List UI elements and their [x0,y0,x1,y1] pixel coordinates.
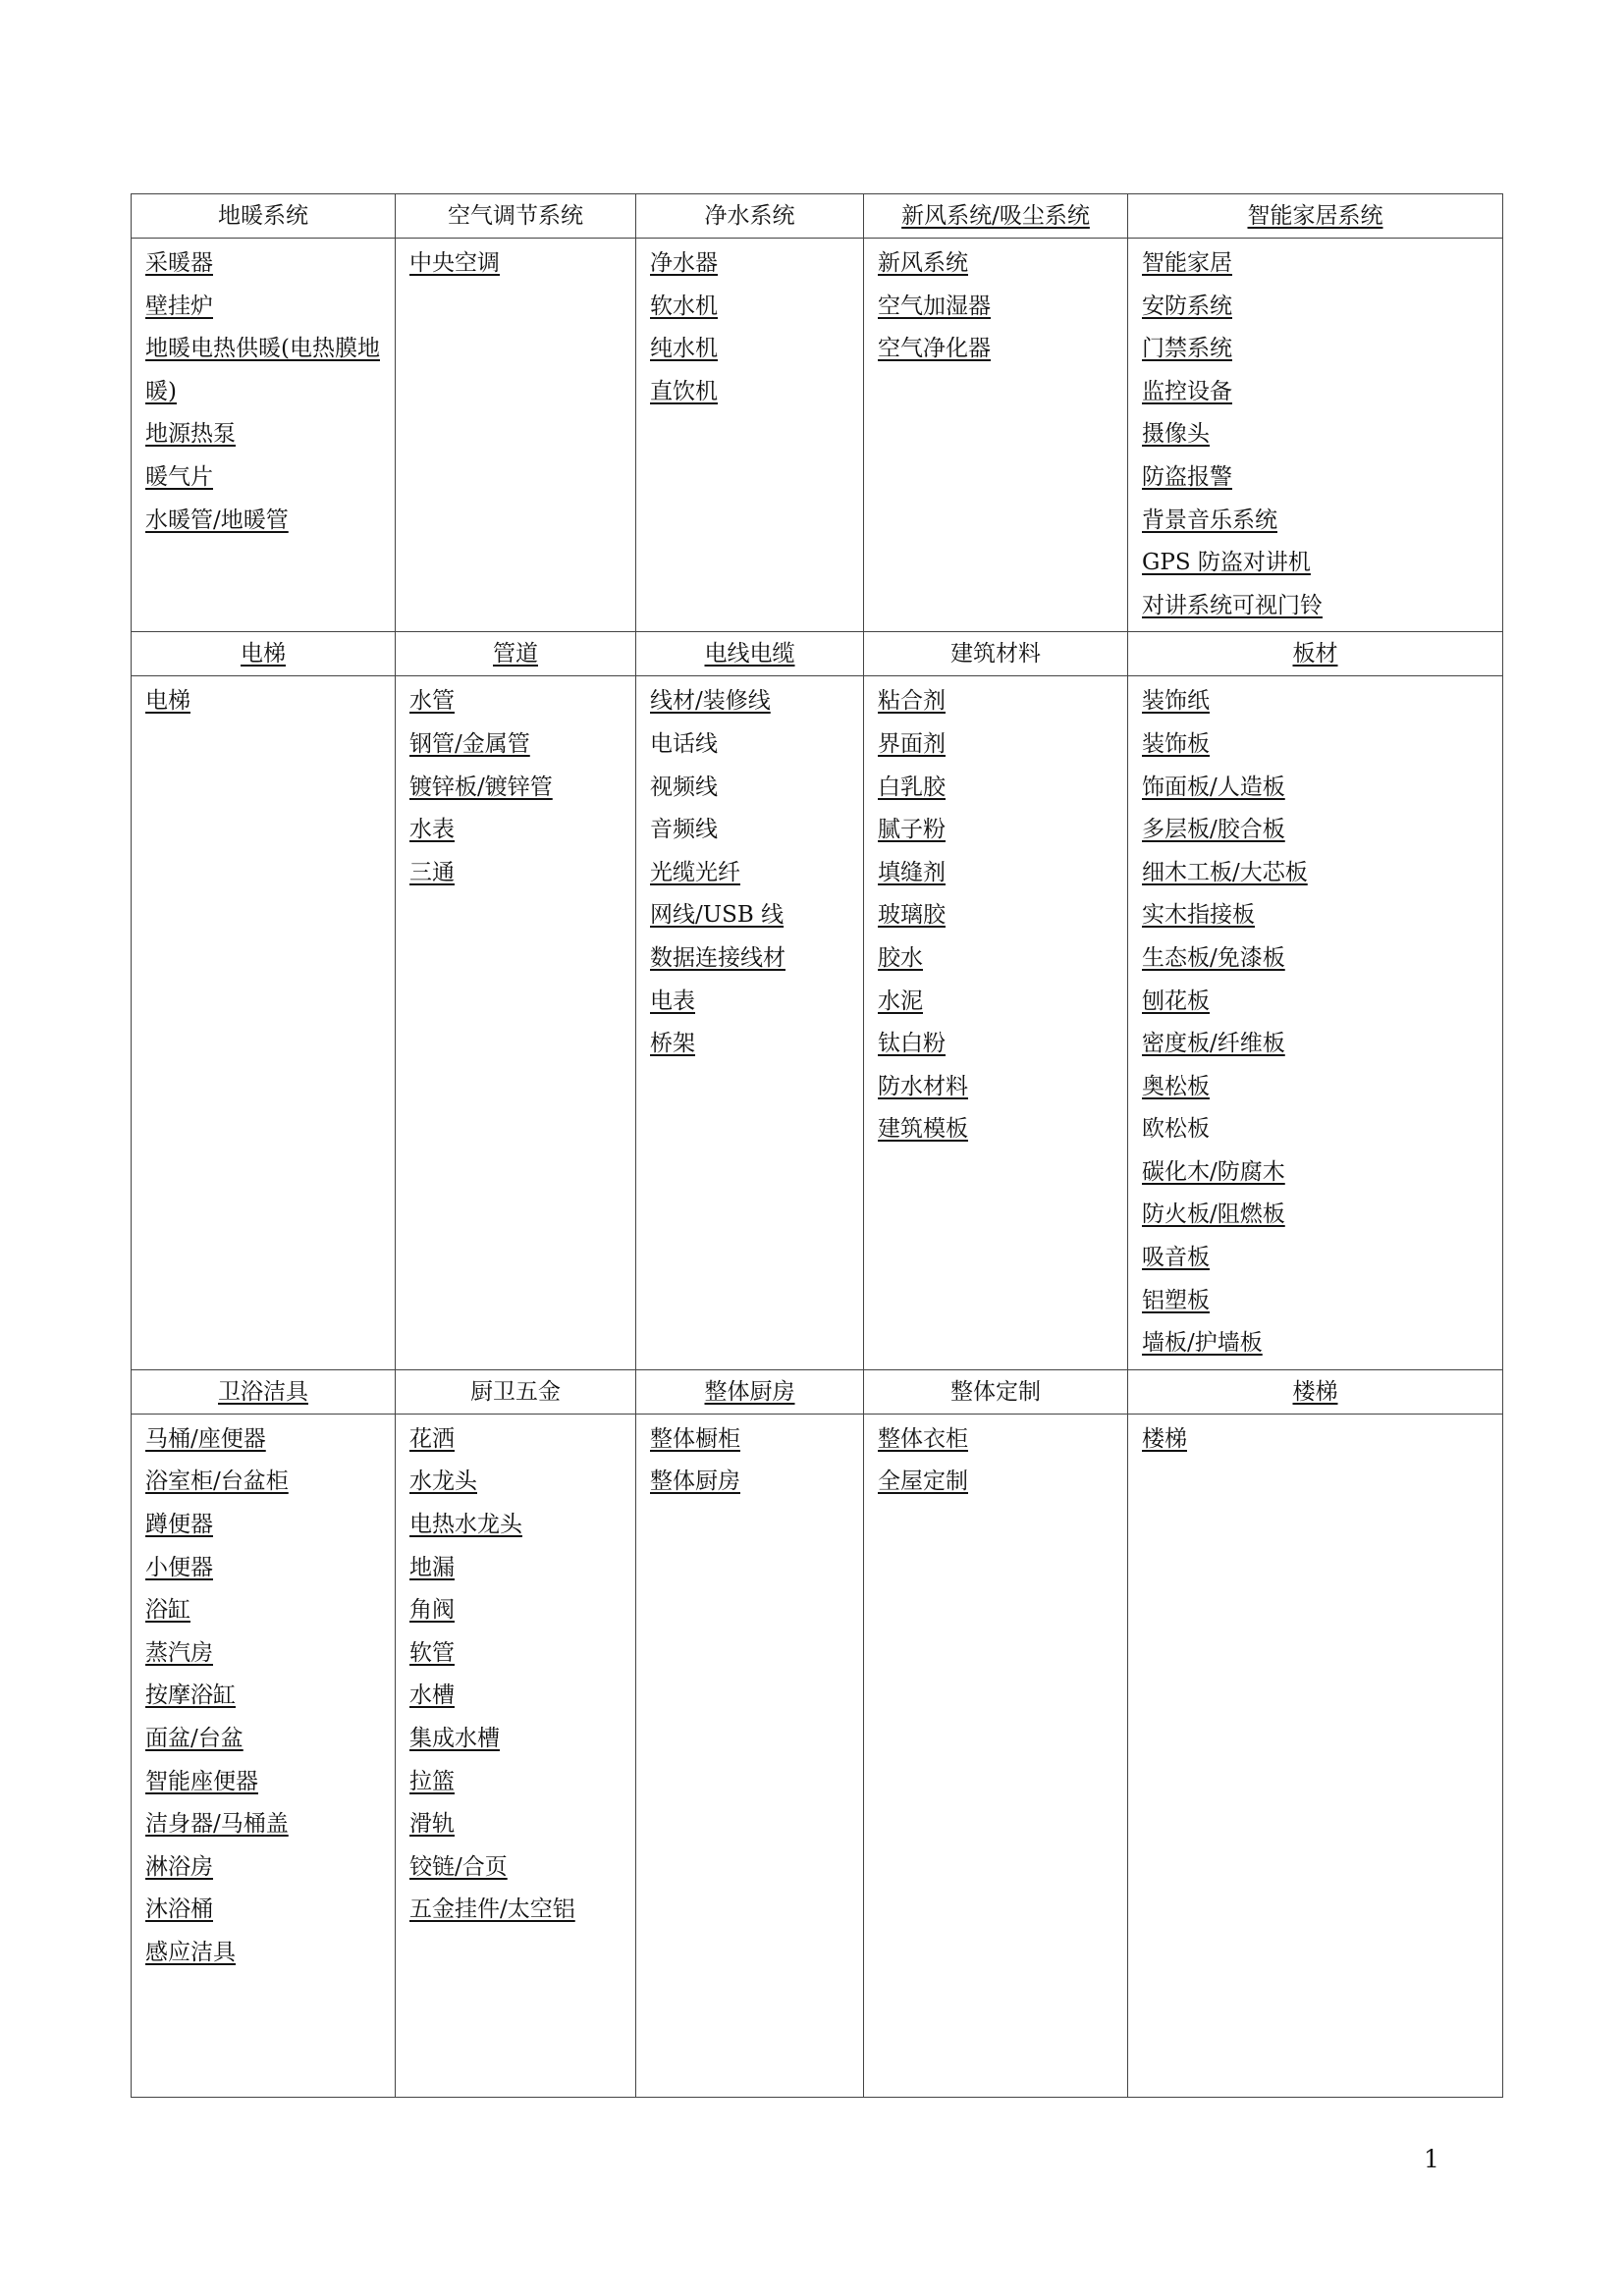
item-list [864,239,1128,632]
item-link[interactable]: 角阀 [409,1597,455,1624]
item-link[interactable]: 软管 [409,1639,455,1666]
item-link[interactable]: 小便器 [145,1554,213,1580]
item-link[interactable]: 五金挂件/太空铝 [409,1896,575,1923]
item-link[interactable]: 地源热泵 [145,421,236,448]
column-header [864,632,1128,676]
item-link[interactable]: 马桶/座便器 [145,1425,266,1452]
item-link[interactable]: 壁挂炉 [145,293,213,319]
item-link[interactable]: 纯水机 [650,336,718,362]
item-link[interactable]: 拉篮 [409,1768,455,1794]
item-link[interactable]: 电热水龙头 [409,1512,522,1538]
item-link[interactable]: 中央空调 [409,250,500,276]
item-link[interactable]: 洁身器/马桶盖 [145,1811,289,1838]
item-list [396,676,636,1370]
item-link[interactable]: 按摩浴缸 [145,1682,236,1709]
item-link[interactable]: 墙板/护墙板 [1142,1330,1263,1357]
item-link[interactable]: 电表 [650,988,695,1014]
column-header [636,632,864,676]
item-link[interactable]: 生态板/免漆板 [1142,944,1285,971]
item-link[interactable]: 采暖器 [145,250,213,276]
category-header: 建筑材料 [950,641,1041,667]
item-link[interactable]: 安防系统 [1142,293,1232,319]
column-header [132,1369,396,1414]
item-link[interactable]: 花洒 [409,1425,455,1452]
item-link[interactable]: 粘合剂 [878,688,946,715]
header-row [132,194,1503,239]
category-table-body [132,194,1503,2098]
item-link[interactable]: 白乳胶 [878,774,946,800]
item-list [864,1414,1128,2097]
item-link[interactable]: 钢管/金属管 [409,730,530,757]
item-link[interactable]: 电梯 [145,688,190,715]
item-list [636,1414,864,2097]
item-link[interactable]: 多层板/胶合板 [1142,817,1285,843]
item-link[interactable]: 水龙头 [409,1468,477,1495]
item-list [132,1414,396,2097]
item-link[interactable]: 铝塑板 [1142,1287,1210,1313]
column-header [864,1369,1128,1414]
item-text: 音频线 [650,817,718,843]
item-link[interactable]: 滑轨 [409,1811,455,1838]
item-link[interactable]: 光缆光纤 [650,859,740,885]
item-link[interactable]: 新风系统 [878,250,968,276]
item-list [864,676,1128,1370]
item-link[interactable]: GPS 防盗对讲机 [1142,550,1311,576]
items-row [132,676,1503,1370]
column-header [396,1369,636,1414]
item-link[interactable]: 整体厨房 [650,1468,740,1495]
item-link[interactable]: 三通 [409,859,455,885]
item-link[interactable]: 摄像头 [1142,421,1210,448]
item-link[interactable]: 桥架 [650,1031,695,1057]
item-list [636,676,864,1370]
item-link[interactable]: 感应洁具 [145,1939,236,1965]
item-list [396,239,636,632]
column-header [132,194,396,239]
item-link[interactable]: 水暖管/地暖管 [145,507,289,533]
item-text: 视频线 [650,774,718,800]
item-link[interactable]: 楼梯 [1142,1425,1187,1452]
page-number: 1 [1424,2145,1439,2173]
item-link[interactable]: 智能家居 [1142,250,1232,276]
column-header [1128,1369,1503,1414]
item-link[interactable]: 浴缸 [145,1597,190,1624]
column-header [864,194,1128,239]
column-header [396,194,636,239]
item-link[interactable]: 全屋定制 [878,1468,968,1495]
item-link[interactable]: 面盆/台盆 [145,1726,244,1751]
item-link[interactable]: 防盗报警 [1142,463,1232,490]
item-link[interactable]: 直饮机 [650,378,718,404]
category-header: 空气调节系统 [448,203,583,229]
item-link[interactable]: 蒸汽房 [145,1639,213,1666]
item-link[interactable]: 填缝剂 [878,859,946,885]
category-header: 厨卫五金 [470,1378,561,1405]
item-link[interactable]: 蹲便器 [145,1512,213,1538]
item-list [1128,676,1503,1370]
header-row [132,1369,1503,1414]
item-link[interactable]: 暖气片 [145,463,213,490]
item-link[interactable]: 地暖电热供暖(电热膜地暖) [145,336,380,404]
item-link[interactable]: 整体橱柜 [650,1425,740,1452]
item-link[interactable]: 奥松板 [1142,1073,1210,1099]
category-table [131,193,1503,2098]
category-header-link[interactable]: 楼梯 [1292,1378,1338,1405]
category-header-link[interactable]: 电线电缆 [704,641,795,667]
category-header-link[interactable]: 新风系统/吸尘系统 [901,203,1090,229]
column-header [636,194,864,239]
item-link[interactable]: 地漏 [409,1554,455,1580]
item-link[interactable]: 智能座便器 [145,1768,258,1794]
item-link[interactable]: 软水机 [650,293,718,319]
item-list [132,676,396,1370]
column-header [1128,194,1503,239]
item-link[interactable]: 镀锌板/镀锌管 [409,774,553,800]
header-row [132,632,1503,676]
category-header-link[interactable]: 整体厨房 [704,1378,795,1405]
column-header [132,632,396,676]
item-link[interactable]: 净水器 [650,250,718,276]
item-link[interactable]: 建筑模板 [878,1116,968,1143]
items-row [132,1414,1503,2097]
item-link[interactable]: 装饰板 [1142,730,1210,757]
category-header-link[interactable]: 智能家居系统 [1247,203,1383,229]
item-text: 电话线 [650,730,718,757]
category-header: 整体定制 [950,1378,1041,1405]
category-header-link[interactable]: 管道 [493,641,538,667]
item-link[interactable]: 对讲系统可视门铃 [1142,592,1323,618]
item-link[interactable]: 铰链/合页 [409,1853,508,1880]
item-link[interactable]: 细木工板/大芯板 [1142,859,1308,885]
item-link[interactable]: 防水材料 [878,1073,968,1099]
item-link[interactable]: 吸音板 [1142,1245,1210,1271]
item-link[interactable]: 浴室柜/台盆柜 [145,1468,289,1495]
category-header: 净水系统 [704,203,795,229]
column-header [396,632,636,676]
item-link[interactable]: 整体衣柜 [878,1425,968,1452]
item-link[interactable]: 水表 [409,817,455,843]
item-link[interactable]: 淋浴房 [145,1853,213,1880]
column-header [636,1369,864,1414]
category-header-link[interactable]: 卫浴洁具 [218,1378,308,1405]
item-list [1128,1414,1503,2097]
item-list [132,239,396,632]
category-header-link[interactable]: 板材 [1292,641,1338,667]
item-text: 欧松板 [1142,1116,1210,1143]
item-link[interactable]: 饰面板/人造板 [1142,774,1285,800]
item-link[interactable]: 线材/装修线 [650,688,771,715]
items-row [132,239,1503,632]
item-link[interactable]: 沐浴桶 [145,1896,213,1923]
item-link[interactable]: 密度板/纤维板 [1142,1031,1285,1057]
item-list [396,1414,636,2097]
item-link[interactable]: 腻子粉 [878,817,946,843]
item-link[interactable]: 空气净化器 [878,336,991,362]
item-link[interactable]: 数据连接线材 [650,944,785,971]
item-link[interactable]: 监控设备 [1142,378,1232,404]
item-list [636,239,864,632]
item-link[interactable]: 玻璃胶 [878,902,946,929]
item-link[interactable]: 空气加湿器 [878,293,991,319]
item-link[interactable]: 集成水槽 [409,1726,500,1751]
item-link[interactable]: 水泥 [878,988,923,1014]
item-link[interactable]: 装饰纸 [1142,688,1210,715]
item-link[interactable]: 背景音乐系统 [1142,507,1277,533]
item-link[interactable]: 界面剂 [878,730,946,757]
column-header [1128,632,1503,676]
item-link[interactable]: 碳化木/防腐木 [1142,1158,1285,1185]
category-header: 地暖系统 [218,203,308,229]
item-link[interactable]: 水槽 [409,1682,455,1709]
item-link[interactable]: 网线/USB 线 [650,902,785,929]
category-header-link[interactable]: 电梯 [241,641,286,667]
item-link[interactable]: 防火板/阻燃板 [1142,1201,1285,1228]
item-link[interactable]: 钛白粉 [878,1031,946,1057]
item-link[interactable]: 门禁系统 [1142,336,1232,362]
item-link[interactable]: 水管 [409,688,455,715]
item-link[interactable]: 实木指接板 [1142,902,1255,929]
item-link[interactable]: 胶水 [878,944,923,971]
item-list [1128,239,1503,632]
item-link[interactable]: 刨花板 [1142,988,1210,1014]
